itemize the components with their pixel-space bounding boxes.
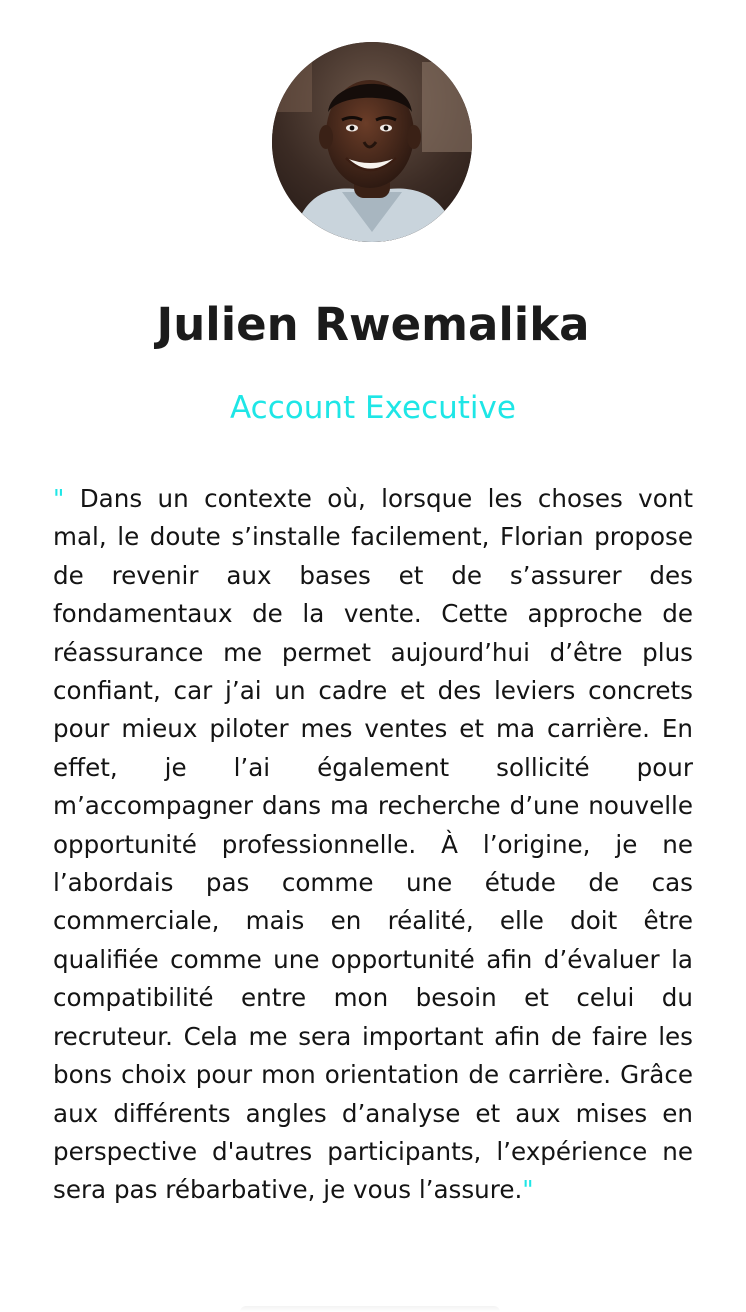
portrait-photo-icon xyxy=(272,42,472,242)
open-quote-mark: " xyxy=(53,484,65,513)
testimonial-quote xyxy=(53,480,693,1210)
person-role: Account Executive xyxy=(230,390,516,426)
close-quote-mark: " xyxy=(522,1175,534,1205)
testimonial-text: Dans un contexte où, lorsque les choses vont mal, le doute s’installe facilement, Florian propose de revenir aux bases et de s’assurer des fondamentaux de la vente. Cette approche de réassurance me permet aujourd’hui d’être plus confiant, car j’ai un cadre et des leviers concrets pour mieux piloter mes ventes et ma carrière. En effet, je l’ai également sollicité pour m’accompagner dans ma recherche d’une nouvelle opportunité professionnelle. À l’origine, je ne l’abordais pas comme une étude de cas commerciale, mais en réalité, elle doit être qualifiée comme une opportunité afin d’évaluer la compatibilité entre mon besoin et celui du recruteur. Cela me sera important afin de faire les bons choix pour mon orientation de carrière. Grâce aux différents angles d’analyse et aux mises en perspective d'autres participants, l’expérience ne sera pas rébarbative, je vous l’assure. xyxy=(53,484,693,1205)
avatar xyxy=(272,42,472,242)
person-name: Julien Rwemalika xyxy=(156,298,590,351)
card-edge-divider xyxy=(240,1306,500,1312)
